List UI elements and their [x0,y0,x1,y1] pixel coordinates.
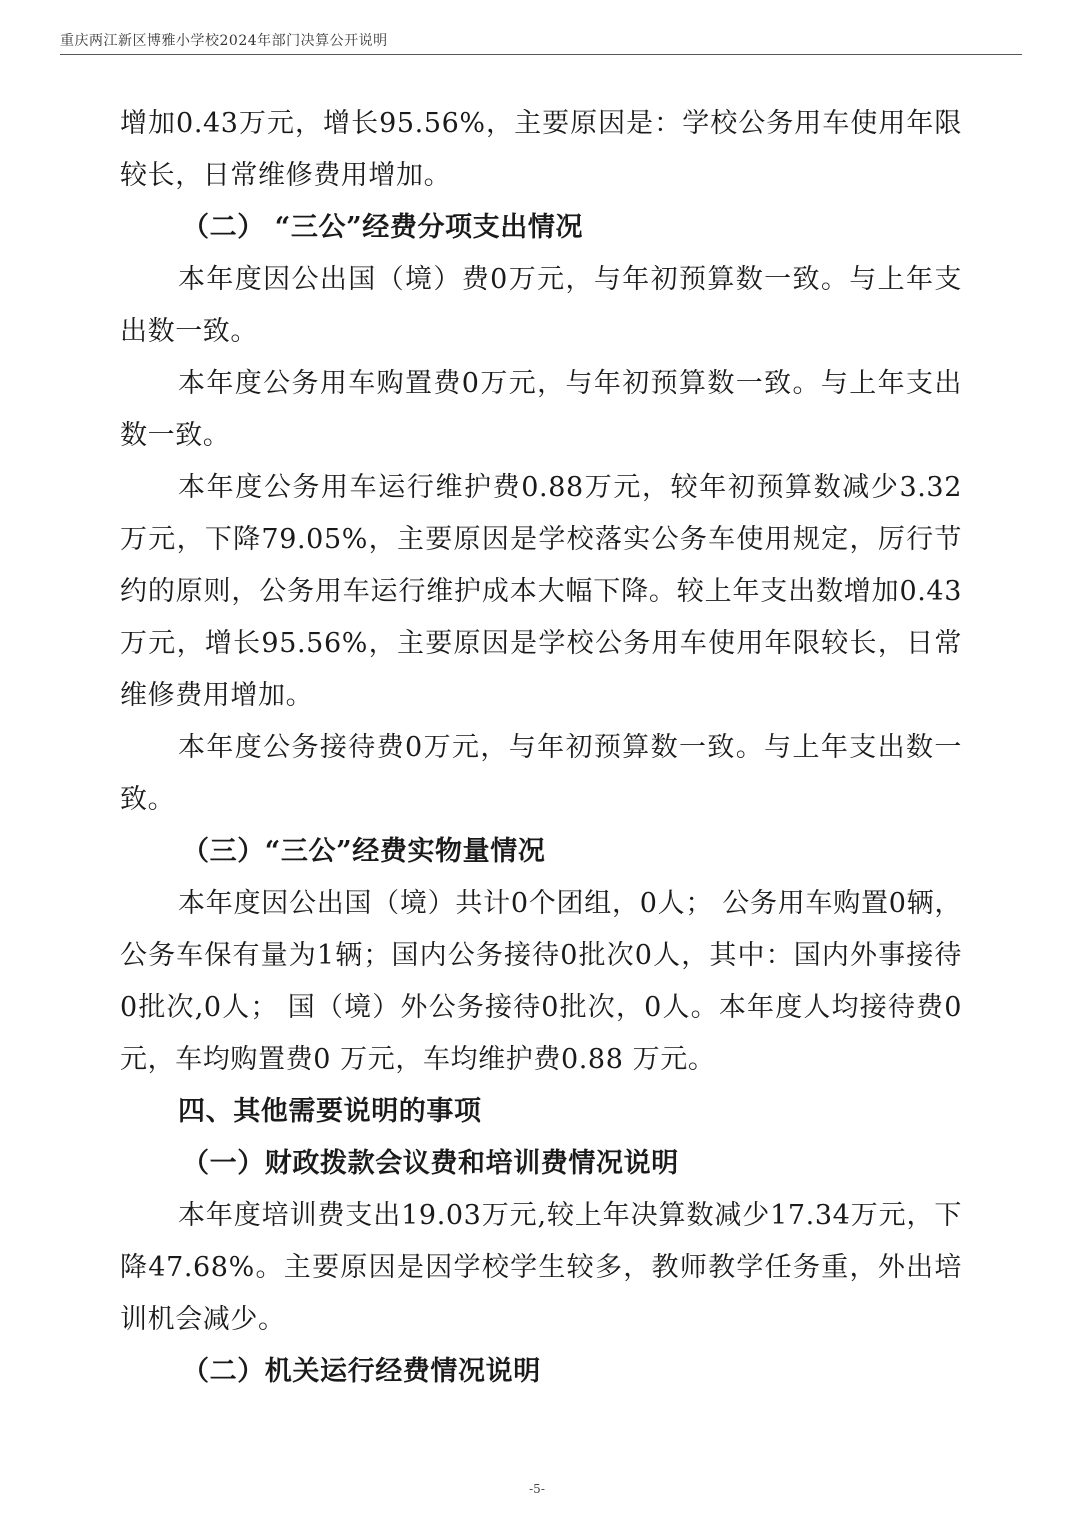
heading-meeting-training: （一）财政拨款会议费和培训费情况说明 [182,1148,679,1179]
paragraph-overseas-expense: 本年度因公出国（境）费0万元，与年初预算数一致。与上年支出数一致。 [120,264,962,347]
section-heading-other-matters: 四、其他需要说明的事项 [178,1096,482,1127]
running-header-title: 重庆两江新区博雅小学校2024年部门决算公开说明 [60,33,388,49]
paragraph-physical-quantity: 本年度因公出国（境）共计0个团组，0人； 公务用车购置0辆，公务车保有量为1辆；国内公务接待0批次0人，其中：国内外事接待0批次,0人； 国（境）外公务接待0批次，0人。本年度人均接待费0元，车均购置费0 万元，车均维护费0.88 万元。 [120,888,962,1075]
paragraph-vehicle-operation: 本年度公务用车运行维护费0.88万元，较年初预算数减少3.32万元，下降79.05%，主要原因是学校落实公务车使用规定，厉行节约的原则，公务用车运行维护成本大幅下降。较上年支出数增加0.43万元，增长95.56%，主要原因是学校公务用车使用年限较长，日常维修费用增加。 [120,472,962,711]
heading-three-public-breakdown: （二） “三公”经费分项支出情况 [182,212,584,243]
heading-operating-expense: （二）机关运行经费情况说明 [182,1356,541,1387]
header-divider [60,54,1022,55]
paragraph-vehicle-purchase: 本年度公务用车购置费0万元，与年初预算数一致。与上年支出数一致。 [120,368,962,451]
heading-three-public-physical: （三）“三公”经费实物量情况 [182,836,546,867]
paragraph-training-expense: 本年度培训费支出19.03万元,较上年决算数减少17.34万元，下降47.68%。主要原因是因学校学生较多，教师教学任务重，外出培训机会减少。 [120,1200,962,1335]
document-body [120,98,962,1398]
page-number: -5- [529,1482,545,1496]
paragraph-reception-expense: 本年度公务接待费0万元，与年初预算数一致。与上年支出数一致。 [120,732,962,815]
paragraph-continuation: 增加0.43万元，增长95.56%，主要原因是：学校公务用车使用年限较长，日常维修费用增加。 [120,108,962,191]
